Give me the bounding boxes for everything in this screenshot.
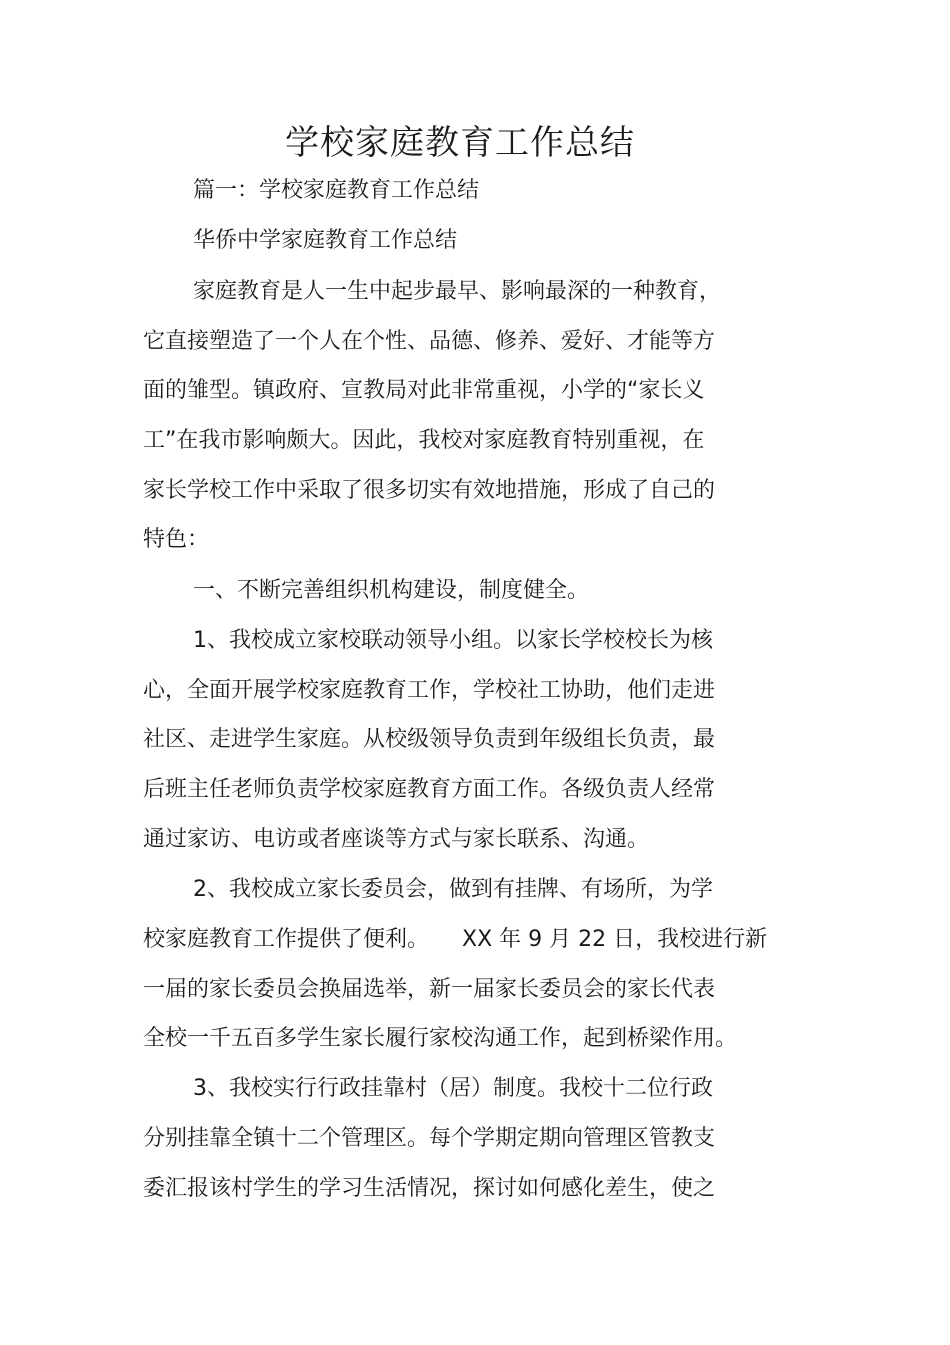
paragraph-line: 一届的家长委员会换届选举，新一届家长委员会的家长代表 [143,977,716,1002]
paragraph-line: 后班主任老师负责学校家庭教育方面工作。各级负责人经常 [143,777,716,802]
section-heading: 篇一：学校家庭教育工作总结 [193,178,480,203]
paragraph-line: 心，全面开展学校家庭教育工作，学校社工协助，他们走进 [143,678,716,703]
paragraph-line: 家庭教育是人一生中起步最早、影响最深的一种教育， [193,279,722,304]
paragraph-line: 社区、走进学生家庭。从校级领导负责到年级组长负责，最 [143,727,716,752]
paragraph-line: 通过家访、电访或者座谈等方式与家长联系、沟通。 [143,827,650,852]
paragraph-line: 3、我校实行行政挂靠村（居）制度。我校十二位行政 [193,1076,713,1101]
document-title: 学校家庭教育工作总结 [285,123,635,163]
paragraph-line: 工”在我市影响颇大。因此，我校对家庭教育特别重视，在 [143,428,705,453]
section-heading: 一、不断完善组织机构建设，制度健全。 [193,578,590,603]
paragraph-line: 分别挂靠全镇十二个管理区。每个学期定期向管理区管教支 [143,1126,716,1151]
subtitle: 华侨中学家庭教育工作总结 [193,228,458,253]
paragraph-line: 2、我校成立家长委员会，做到有挂牌、有场所，为学 [193,877,713,902]
paragraph-line: 1、我校成立家校联动领导小组。以家长学校校长为核 [193,628,713,653]
paragraph-line: 家长学校工作中采取了很多切实有效地措施，形成了自己的 [143,478,716,503]
paragraph-line: 校家庭教育工作提供了便利。 XX 年 9 月 22 日，我校进行新 [143,927,768,952]
paragraph-line: 特色： [143,527,210,552]
paragraph-line: 全校一千五百多学生家长履行家校沟通工作，起到桥梁作用。 [143,1026,738,1051]
paragraph-line: 它直接塑造了一个人在个性、品德、修养、爱好、才能等方 [143,329,716,354]
paragraph-line: 面的雏型。镇政府、宣教局对此非常重视，小学的“家长义 [143,378,705,403]
paragraph-line: 委汇报该村学生的学习生活情况，探讨如何感化差生，使之 [143,1176,716,1201]
